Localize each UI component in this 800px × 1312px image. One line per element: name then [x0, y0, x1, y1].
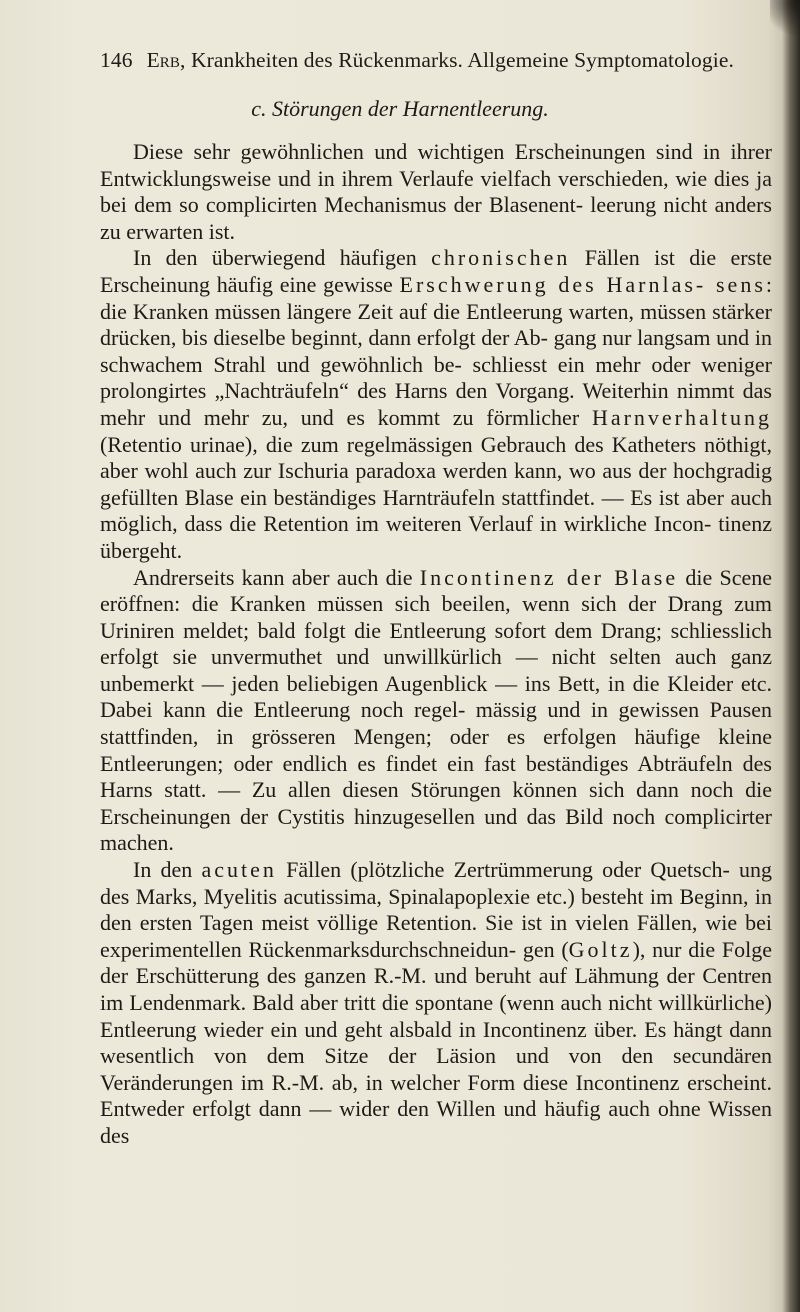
section-title: c. Störungen der Harnentleerung.	[251, 96, 549, 121]
paragraph-text: : die Kranken müssen längere Zeit auf die Entleerung warten, müssen stärker drücken, bis dieselbe beginnt, dann erfolgt der Ab- gang nur langsam und in schwachem Strahl und gewöhnlich be- schliesst ein mehr oder weniger prolongirtes „Nachträufeln“ des Harns den Vorgang. Weiterhin nimmt das mehr und mehr zu, und es kommt zu förmlicher	[100, 271, 773, 430]
emphasized-text: acuten	[201, 857, 277, 883]
author-name: Erb	[146, 48, 181, 72]
page-number: 146	[100, 48, 133, 72]
emphasized-text: Harnverhaltung	[591, 404, 772, 430]
paragraph	[100, 857, 772, 1150]
paragraph-text: ), nur die Folge der Erschütterung des ganzen R.-M. und beruht auf Lähmung der Centren im Lendenmark. Bald aber tritt die spontane (wenn auch nicht willkürliche) Entleerung wieder ein und geht alsbald in Incontinenz über. Es hängt dann wesentlich von dem Sitze der Läsion und von den secundären Veränderungen im R.-M. ab, in welcher Form diese Incontinenz erscheint. Entweder erfolgt dann — wider den Willen und häufig auch ohne Wissen des	[100, 936, 772, 1148]
running-title: , Krankheiten des Rückenmarks. Allgemeine Symptomatologie.	[180, 48, 734, 72]
running-header	[100, 48, 734, 73]
emphasized-text: Goltz	[568, 936, 633, 962]
emphasized-text: Incontinenz der Blase	[419, 564, 679, 590]
paragraph	[100, 565, 772, 858]
paragraph-text: Andrerseits kann aber auch die	[133, 564, 420, 590]
binding-edge-shadow	[782, 0, 800, 1312]
emphasized-text: Erschwerung des Harnlas- sens	[399, 271, 766, 297]
corner-shadow	[770, 0, 800, 40]
paragraph-text: Diese sehr gewöhnlichen und wichtigen Erscheinungen sind in ihrer Entwicklungsweise und in ihrem Verlaufe vielfach verschieden, wie dies ja bei dem so complicirten Mechanismus der Blasenent- leerung nicht anders zu erwarten ist.	[100, 139, 772, 244]
paragraph-text: In den	[133, 857, 202, 883]
paragraph-text: (Retentio urinae), die zum regelmässigen Gebrauch des Katheters nöthigt, aber wohl auch zur Ischuria paradoxa werden kann, wo aus der hochgradig gefüllten Blase ein beständiges Harnträufeln stattfindet. — Es ist aber auch möglich, dass die Retention im weiteren Verlauf in wirkliche Incon- tinenz übergeht.	[100, 431, 772, 563]
paragraph-text: In den überwiegend häufigen	[133, 245, 432, 271]
body-text	[100, 139, 772, 1150]
paragraph-text: Fällen (plötzliche Zertrümmerung oder Quetsch- ung des Marks, Myelitis acutissima, Spinalapoplexie etc.) besteht im Beginn, in den ersten Tagen meist völlige Retention. Sie ist in vielen Fällen, wie bei experimentellen Rückenmarksdurchschneidun- gen (	[100, 857, 773, 962]
emphasized-text: chronischen	[431, 245, 571, 271]
paragraph-text: Fällen ist die erste Erscheinung häufig eine gewisse	[100, 245, 772, 297]
paragraph-text: die Scene eröffnen: die Kranken müssen sich beeilen, wenn sich der Drang zum Uriniren meldet; bald folgt die Entleerung sofort dem Drang; schliesslich erfolgt sie unvermuthet und unwillkürlich — nicht selten auch ganz unbemerkt — jeden beliebigen Augenblick — ins Bett, in die Kleider etc. Dabei kann die Entleerung noch regel- mässig und in gewissen Pausen stattfinden, in grösseren Mengen; oder es erfolgen häufige kleine Entleerungen; oder endlich es findet ein fast beständiges Abträufeln des Harns statt. — Zu allen diesen Störungen können sich dann noch die Erscheinungen der Cystitis hinzugesellen und das Bild noch complicirter machen.	[100, 564, 773, 856]
paragraph	[100, 139, 772, 245]
paragraph	[100, 245, 772, 564]
